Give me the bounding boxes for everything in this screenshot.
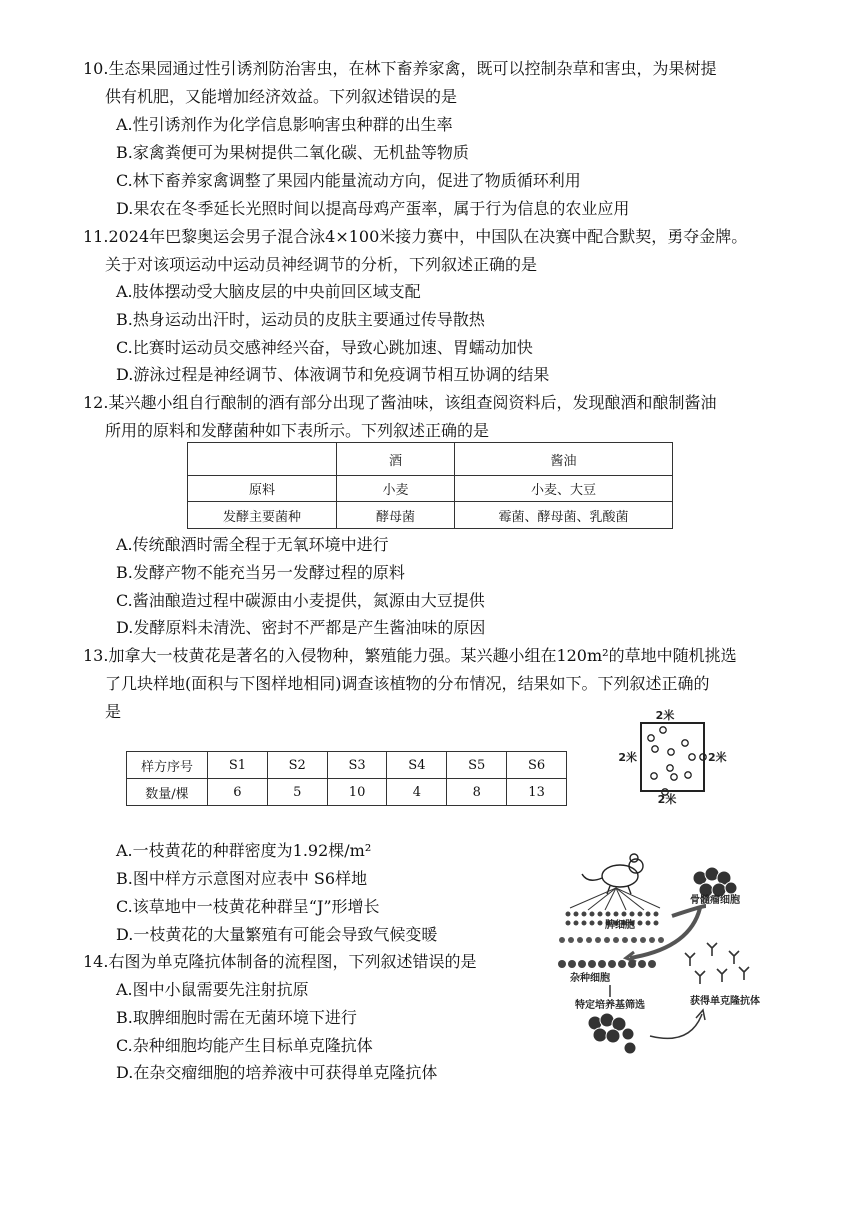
- selected-cell-clump: [588, 1013, 636, 1054]
- hybrid-cells: [558, 960, 656, 968]
- myeloma-label: 骨髓瘤细胞: [690, 895, 740, 906]
- q13-table-cell: 10: [327, 779, 387, 806]
- quadrat-top-label: 2米: [655, 709, 675, 722]
- plant-dot: [689, 754, 695, 760]
- q13-stem-line1: 13.加拿大一枝黄花是著名的入侵物种，繁殖能力强。某兴趣小组在120m²的草地中随机挑选: [83, 646, 737, 665]
- q11-option-a: A.肢体摆动受大脑皮层的中央前回区域支配: [116, 282, 421, 301]
- plant-dot: [651, 773, 657, 779]
- spleen-label: 脾细胞: [605, 920, 635, 931]
- q12-stem-line1: 12.某兴趣小组自行酿制的酒有部分出现了酱油味，该组查阅资料后，发现酿酒和酿制酱油: [83, 393, 717, 412]
- quadrat-frame: [641, 723, 704, 791]
- q13-table-cell: 8: [447, 779, 507, 806]
- q11-stem-line2: 关于对该项运动中运动员神经调节的分析，下列叙述正确的是: [105, 255, 538, 274]
- q10-stem-line1: 10.生态果园通过性引诱剂防治害虫，在林下畜养家禽，既可以控制杂草和害虫，为果树提: [83, 59, 717, 78]
- q12-table-header-wine: 酒: [337, 443, 455, 476]
- q13-table-header: S4: [387, 752, 447, 779]
- q13-table-header: S1: [208, 752, 268, 779]
- q13-stem-line3: 是: [105, 702, 122, 721]
- plant-dot: [667, 765, 673, 771]
- antibody-label: 获得单克隆抗体: [690, 996, 760, 1007]
- plant-dot: [660, 727, 666, 733]
- q13-table-cell: 6: [208, 779, 268, 806]
- q13-table-header: 样方序号: [127, 752, 208, 779]
- q10-option-c: C.林下畜养家禽调整了果园内能量流动方向，促进了物质循环利用: [116, 171, 581, 190]
- q11-stem-line1: 11.2024年巴黎奥运会男子混合泳4×100米接力赛中，中国队在决赛中配合默契，勇夺金牌。: [83, 227, 748, 246]
- q10-stem-line2: 供有机肥，又能增加经济效益。下列叙述错误的是: [105, 87, 458, 106]
- q13-stem-line2: 了几块样地(面积与下图样地相同)调查该植物的分布情况，结果如下。下列叙述正确的: [105, 674, 710, 693]
- plant-dot: [668, 749, 674, 755]
- q13-table: [126, 751, 567, 806]
- q14-option-c: C.杂种细胞均能产生目标单克隆抗体: [116, 1036, 373, 1055]
- q14-option-a: A.图中小鼠需要先注射抗原: [116, 980, 309, 999]
- q12-table: [187, 442, 673, 529]
- q12-table-cell: 小麦、大豆: [455, 476, 673, 502]
- myeloma-cells: [693, 867, 737, 897]
- q13-option-d: D.一枝黄花的大量繁殖有可能会导致气候变暖: [116, 925, 438, 944]
- q13-option-b: B.图中样方示意图对应表中 S6样地: [116, 869, 368, 888]
- plant-dot: [685, 772, 691, 778]
- cell-row: [559, 937, 664, 943]
- q13-table-cell: 13: [507, 779, 567, 806]
- q12-option-b: B.发酵产物不能充当另一发酵过程的原料: [116, 563, 405, 582]
- q14-option-b: B.取脾细胞时需在无菌环境下进行: [116, 1008, 357, 1027]
- mouse-icon: [582, 854, 643, 894]
- q13-table-header: S2: [267, 752, 327, 779]
- q11-option-c: C.比赛时运动员交感神经兴奋，导致心跳加速、胃蠕动加快: [116, 338, 533, 357]
- select-label: 特定培养基筛选: [575, 1000, 645, 1011]
- q12-table-cell: 原料: [188, 476, 337, 502]
- antibody-icons: [685, 943, 749, 984]
- plant-dot: [648, 735, 654, 741]
- q12-option-c: C.酱油酿造过程中碳源由小麦提供，氮源由大豆提供: [116, 591, 485, 610]
- q12-table-header-empty: [188, 443, 337, 476]
- quadrat-right-label: 2米: [708, 751, 727, 764]
- quadrat-figure: [610, 705, 727, 806]
- q12-table-cell: 小麦: [337, 476, 455, 502]
- q12-table-cell: 发酵主要菌种: [188, 502, 337, 529]
- q11-option-d: D.游泳过程是神经调节、体液调节和免疫调节相互协调的结果: [116, 365, 550, 384]
- hybrid-label: 杂种细胞: [570, 973, 610, 984]
- q10-option-b: B.家禽粪便可为果树提供二氧化碳、无机盐等物质: [116, 143, 469, 162]
- q12-option-a: A.传统酿酒时需全程于无氧环境中进行: [116, 535, 389, 554]
- q10-option-a: A.性引诱剂作为化学信息影响害虫种群的出生率: [116, 115, 453, 134]
- q14-stem-line1: 14.右图为单克隆抗体制备的流程图，下列叙述错误的是: [83, 952, 477, 971]
- q10-option-d: D.果农在冬季延长光照时间以提高母鸡产蛋率，属于行为信息的农业应用: [116, 199, 630, 218]
- q13-table-header: S3: [327, 752, 387, 779]
- q13-table-header: S6: [507, 752, 567, 779]
- quadrat-plants: [648, 727, 706, 795]
- plant-dot: [652, 746, 658, 752]
- q12-option-d: D.发酵原料未清洗、密封不严都是产生酱油味的原因: [116, 618, 486, 637]
- q12-table-header-soy: 酱油: [455, 443, 673, 476]
- quadrat-bottom-label: 2米: [657, 793, 677, 806]
- antibody-flow-figure: [550, 848, 780, 1058]
- q13-table-cell: 数量/棵: [127, 779, 208, 806]
- q12-stem-line2: 所用的原料和发酵菌种如下表所示。下列叙述正确的是: [105, 421, 490, 440]
- q13-table-cell: 4: [387, 779, 447, 806]
- q11-option-b: B.热身运动出汗时，运动员的皮肤主要通过传导散热: [116, 310, 485, 329]
- q13-table-cell: 5: [267, 779, 327, 806]
- plant-dot: [671, 774, 677, 780]
- q13-option-c: C.该草地中一枝黄花种群呈“J”形增长: [116, 897, 380, 916]
- curved-arrow: [650, 1014, 702, 1038]
- q13-option-a: A.一枝黄花的种群密度为1.92棵/m²: [116, 841, 372, 860]
- q12-table-cell: 霉菌、酵母菌、乳酸菌: [455, 502, 673, 529]
- q14-option-d: D.在杂交瘤细胞的培养液中可获得单克隆抗体: [116, 1063, 438, 1082]
- quadrat-left-label: 2米: [618, 751, 637, 764]
- q12-table-cell: 酵母菌: [337, 502, 455, 529]
- q13-table-header: S5: [447, 752, 507, 779]
- extraction-lines: [570, 888, 660, 910]
- plant-dot: [682, 740, 688, 746]
